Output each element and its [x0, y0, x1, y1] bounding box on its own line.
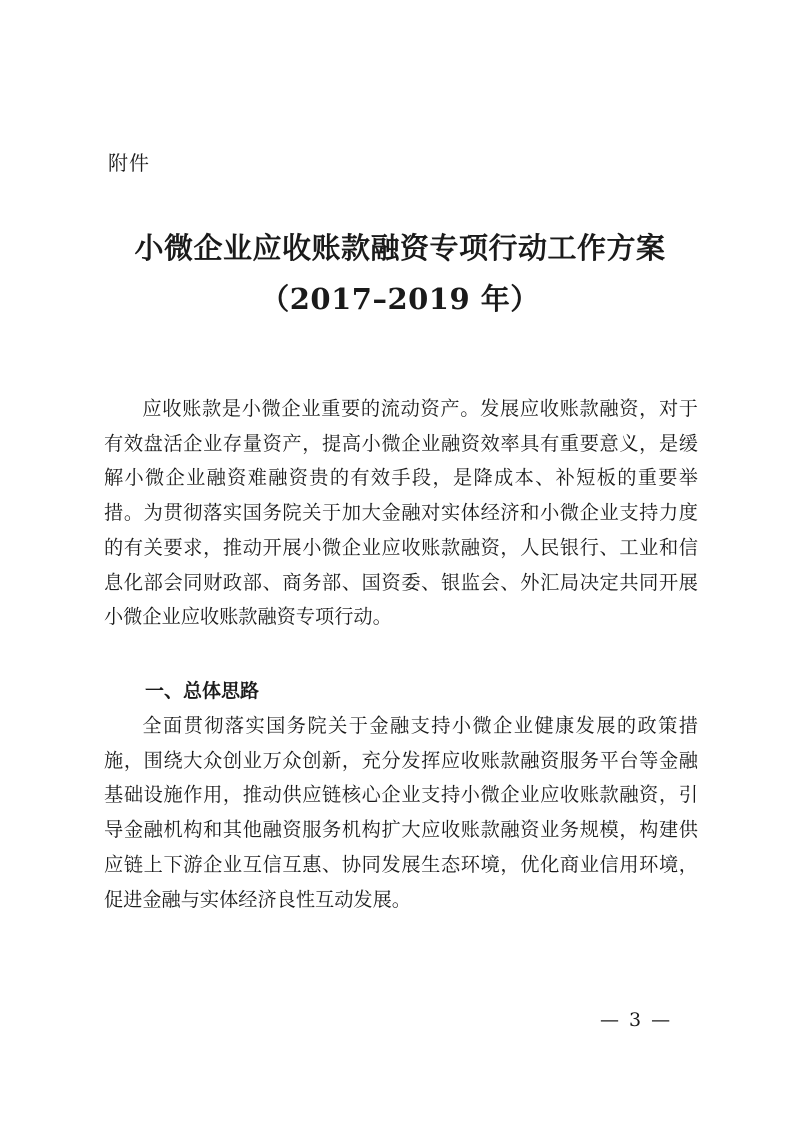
document-title-years: （2017–2019 年） — [260, 282, 540, 316]
section-heading-overall-approach: 一、总体思路 — [145, 680, 260, 702]
intro-paragraph: 应收账款是小微企业重要的流动资产。发展应收账款融资，对于有效盘活企业存量资产，提高小微企业融资效率具有重要意义，是缓解小微企业融资难融资贵的有效手段，是降成本、补短板的重要举措。为贯彻落实国务院关于加大金融对实体经济和小微企业支持力度的有关要求，推动开展小微企业应收账款融资，人民银行、工业和信息化部会同财政部、商务部、国资委、银监会、外汇局决定共同开展小微企业应收账款融资专项行动。 — [104, 397, 698, 629]
page-number: — 3 — — [600, 1009, 673, 1031]
section-paragraph-overall-approach: 全面贯彻落实国务院关于金融支持小微企业健康发展的政策措施，围绕大众创业万众创新，充分发挥应收账款融资服务平台等金融基础设施作用，推动供应链核心企业支持小微企业应收账款融资，引导金融机构和其他融资服务机构扩大应收账款融资业务规模，构建供应链上下游企业互信互惠、协同发展生态环境，优化商业信用环境，促进金融与实体经济良性互动发展。 — [104, 714, 698, 911]
document-title: 小微企业应收账款融资专项行动工作方案 — [134, 231, 666, 265]
attachment-label: 附件 — [108, 151, 150, 175]
